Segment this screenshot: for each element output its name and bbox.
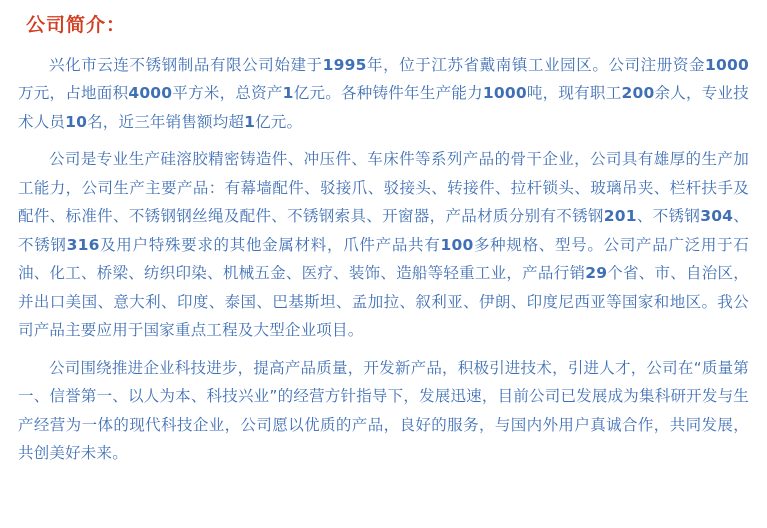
emphasis-text: 200 — [621, 84, 655, 103]
emphasis-text: 304 — [700, 207, 734, 226]
emphasis-text: 201 — [603, 207, 637, 226]
emphasis-text: 29 — [585, 264, 608, 283]
emphasis-text: 100 — [440, 235, 474, 254]
body-text-run: 万元，占地面积 — [18, 84, 129, 103]
company-profile-body — [18, 51, 749, 468]
body-text-run: 及用户特殊要求的其他金属材料，爪件产品共有 — [99, 235, 441, 254]
emphasis-text: 10 — [65, 112, 88, 131]
body-text-run: 名，近三年销售额均超 — [87, 112, 245, 131]
emphasis-text: 1 — [244, 112, 256, 131]
body-text-run: 公司围绕推进企业科技进步，提高产品质量，开发新产品，积极引进技术，引进人才，公司在“质量第一、信誉第一、以人为本、科技兴业”的经营方针指导下，发展迅速，目前公司已发展成为集科研开发与生产经营为一体的现代科技企业，公司愿以优质的产品，良好的服务，与国内外用户真诚合作，共同发展，共创美好未来。 — [18, 358, 749, 463]
body-text-run: 余人，专业技术人员 — [18, 84, 750, 131]
body-text-run: 公司是专业生产硅溶胶精密铸造件、冲压件、车床件等系列产品的骨干企业，公司具有雄厚的生产加工能力，公司生产主要产品：有幕墙配件、驳接爪、驳接头、转接件、拉杆锁头、玻璃吊夹、栏杆扶手及配件、标准件、不锈钢钢丝绳及配件、不锈钢索具、开窗器，产品材质分别有不锈钢 — [18, 150, 749, 226]
body-text-run: 、不锈钢 — [18, 207, 750, 254]
page-title: 公司简介： — [26, 14, 127, 36]
body-text-run: 多种规格、型号。公司产品广泛用于石油、化工、桥梁、纺织印染、机械五金、医疗、装饰、造船等轻重工业，产品行销 — [18, 235, 749, 283]
body-text-run: 吨，现有职工 — [526, 84, 622, 103]
emphasis-text: 316 — [66, 235, 100, 254]
emphasis-text: 1000 — [482, 84, 527, 103]
body-text-run: 亿元。各种铸件年生产能力 — [293, 84, 483, 103]
paragraph — [18, 51, 749, 137]
body-text-run: 年，位于江苏省戴南镇工业园区。公司注册资金 — [366, 55, 706, 74]
emphasis-text: 1000 — [705, 55, 749, 74]
paragraph — [18, 354, 749, 468]
emphasis-text: 4000 — [128, 84, 173, 103]
body-text-run: 个省、市、自治区，并出口美国、意大利、印度、泰国、巴基斯坦、孟加拉、叙利亚、伊朗、印度尼西亚等国家和地区。我公司产品主要应用于国家重点工程及大型企业项目。 — [18, 264, 749, 340]
emphasis-text: 1 — [282, 84, 294, 103]
body-text-run: 、不锈钢 — [636, 207, 701, 226]
body-text-run: 兴化市云连不锈钢制品有限公司始建于 — [49, 55, 323, 74]
emphasis-text: 1995 — [322, 55, 367, 74]
body-text-run: 平方米，总资产 — [172, 84, 283, 103]
body-text-run: 亿元。 — [255, 112, 303, 131]
paragraph — [18, 145, 749, 345]
